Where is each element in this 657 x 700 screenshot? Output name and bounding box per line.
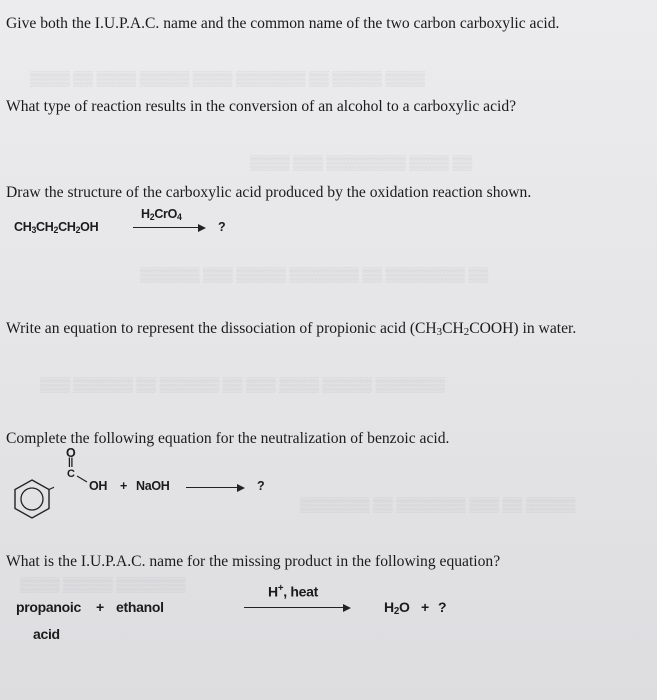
question-1: Give both the I.U.P.A.C. name and the common name of the two carbon carboxylic acid. [6,15,560,32]
bleed-through-text: ▒▒▒▒ ▒▒▒ ▒▒▒▒▒▒▒▒ ▒▒▒▒ ▒▒ [250,156,473,171]
plus-sign: + [120,479,127,493]
carbonyl-double-bond: || [68,457,73,468]
product-unknown: ? [438,599,447,615]
carboxyl-carbon: C [67,468,75,480]
bleed-through-text: ▒▒▒▒▒▒ ▒▒▒ ▒▒▒▒▒ ▒▒▒▒▒▒▒ ▒▒ ▒▒▒▒▒▒▒▒ ▒▒ [140,268,489,283]
product-unknown: ? [218,220,226,234]
reagent-naoh: NaOH [136,479,170,493]
c-oh-bond [76,474,88,484]
condition-catalyst-heat: H+, heat [268,583,318,600]
reaction-arrow [133,227,203,228]
bleed-through-text: ▒▒▒ ▒▒▒▒▒▒ ▒▒ ▒▒▒▒▒▒ ▒▒ ▒▒▒ ▒▒▒▒ ▒▒▒▒▒ ▒▒▒▒▒▒▒ [40,378,445,393]
product-unknown: ? [257,479,265,493]
reagent-chromic-acid: $H_2CrO_4$ [141,207,182,222]
bleed-through-text: ▒▒▒▒▒▒▒ ▒▒ ▒▒▒▒▒▒▒ ▒▒▒ ▒▒ ▒▒▒▒▒ [300,498,576,513]
question-5: Complete the following equation for the neutralization of benzoic acid. [6,430,450,447]
bleed-through-text: ▒▒▒▒ ▒▒ ▒▒▒▒ ▒▒▒▒▒ ▒▒▒▒ ▒▒▒▒▒▒▒ ▒▒ ▒▒▒▒▒ ▒▒▒▒ [30,72,426,87]
carbonyl-oxygen: O [66,446,76,460]
reactant-ethanol: ethanol [116,599,164,615]
question-3: Draw the structure of the carboxylic acid produced by the oxidation reaction shown. [6,184,532,201]
hydroxyl-group: OH [89,479,108,493]
reactant-propanol: $CH_3CH_2CH_2OH$ [14,220,99,235]
benzene-ring [10,477,54,521]
question-6: What is the I.U.P.A.C. name for the missing product in the following equation? [6,553,501,570]
reaction-arrow [244,607,348,608]
reactant-acid-line: acid [33,626,60,642]
reactant-propanoic: propanoic [16,599,81,615]
question-4: Write an equation to represent the dissociation of propionic acid $(CH_3CH_2COOH)$ in water. [6,320,577,338]
plus-sign: + [96,599,104,615]
question-2: What type of reaction results in the conversion of an alcohol to a carboxylic acid? [6,98,517,115]
reaction-arrow [186,487,242,488]
bleed-through-text: ▒▒▒▒ ▒▒▒▒▒ ▒▒▒▒▒▒▒ [20,578,186,593]
plus-sign: + [421,599,429,615]
product-water: $H_2O$ [384,599,410,617]
